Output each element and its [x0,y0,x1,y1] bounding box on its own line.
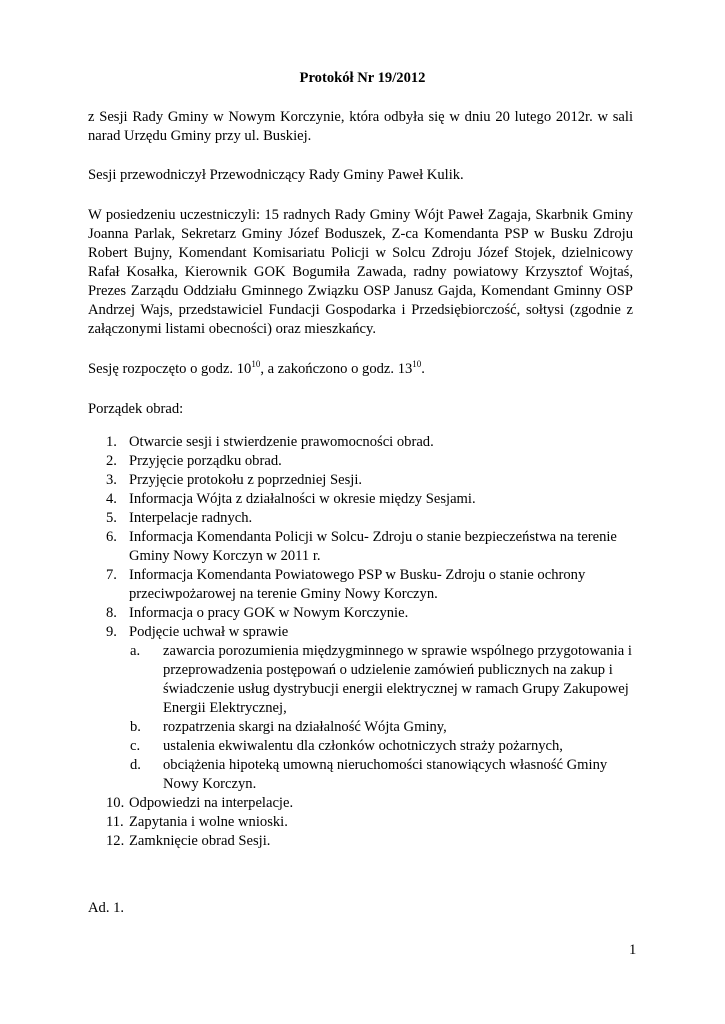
agenda-item-number: 6. [106,529,117,545]
attendance-paragraph: W posiedzeniu uczestniczyli: 15 radnych Rady Gminy Wójt Paweł Zagaja, Skarbnik Gminy Joanna Parlak, Sekretarz Gminy Józef Boduszek, Z-ca Komendanta PSP w Busku Zdroju Robert Bujny, Komendant Komisariatu Policji w Solcu Zdroju Józef Stojek, dzielnicowy Rafał Kosałka, Kierownik GOK Bogumiła Zawada, radny powiatowy Krzysztof Wojtaś, Prezes Zarządu Oddziału Gminnego Związku OSP Janusz Gajda, Komendant Gminny OSP Andrzej Wajs, przedstawiciel Fundacji Gospodarka i Przedsiębiorczość, sołtysi (zgodnie z załączonymi listami obecności) oraz mieszkańcy. [88,207,633,337]
agenda-list [88,433,633,851]
agenda-item [88,471,633,490]
resolution-item-letter: c. [130,738,141,754]
agenda-item [88,623,633,794]
resolution-item [129,718,633,737]
resolution-item-letter: d. [130,757,141,773]
agenda-item-text: Zapytania i wolne wnioski. [129,814,288,830]
ad-1-heading: Ad. 1. [88,900,125,916]
agenda-item-text: Informacja Komendanta Powiatowego PSP w Busku- Zdroju o stanie ochrony przeciwpożarowej na terenie Gminy Nowy Korczyn. [129,567,586,602]
agenda-item-text: Informacja Wójta z działalności w okresie między Sesjami. [129,491,476,507]
agenda-item-number: 2. [106,453,117,469]
agenda-item-text: Informacja o pracy GOK w Nowym Korczynie. [129,605,409,621]
agenda-item-text: Otwarcie sesji i stwierdzenie prawomocności obrad. [129,434,434,450]
resolution-item [129,737,633,756]
intro-paragraph: z Sesji Rady Gminy w Nowym Korczynie, która odbyła się w dniu 20 lutego 2012r. w sali narad Urzędu Gminy przy ul. Buskiej. [88,109,633,144]
session-time-paragraph [88,360,633,379]
page-number: 1 [629,942,637,958]
agenda-item-number: 3. [106,472,117,488]
agenda-item-number: 11. [106,814,124,830]
chair-paragraph: Sesji przewodniczył Przewodniczący Rady Gminy Paweł Kulik. [88,167,464,183]
agenda-item-text: Interpelacje radnych. [129,510,253,526]
agenda-item-number: 5. [106,510,117,526]
document-title: Protokół Nr 19/2012 [299,70,426,86]
agenda-item [88,490,633,509]
session-start-minutes: 10 [251,359,261,369]
agenda-item-number: 7. [106,567,117,583]
agenda-item-number: 8. [106,605,117,621]
agenda-item-text: Przyjęcie protokołu z poprzedniej Sesji. [129,472,363,488]
agenda-item [88,433,633,452]
session-end-minutes: 10 [412,359,422,369]
resolution-item-text: obciążenia hipoteką umowną nieruchomości stanowiących własność Gminy Nowy Korczyn. [163,757,608,792]
agenda-item-number: 12. [106,833,125,849]
agenda-item [88,509,633,528]
agenda-item-text: Odpowiedzi na interpelacje. [129,795,294,811]
agenda-heading: Porządek obrad: [88,401,184,417]
agenda-item-text: Przyjęcie porządku obrad. [129,453,282,469]
agenda-item-text: Informacja Komendanta Policji w Solcu- Zdroju o stanie bezpieczeństwa na terenie Gminy Nowy Korczyn w 2011 r. [129,529,617,564]
resolution-item [129,756,633,794]
agenda-item [88,813,633,832]
agenda-item-number: 9. [106,624,117,640]
agenda-item [88,566,633,604]
agenda-item [88,832,633,851]
agenda-item [88,604,633,623]
resolution-item [129,642,633,718]
resolution-item-text: ustalenia ekwiwalentu dla członków ochotniczych straży pożarnych, [163,738,563,754]
agenda-item-number: 1. [106,434,117,450]
agenda-item [88,794,633,813]
agenda-item [88,452,633,471]
resolution-item-text: rozpatrzenia skargi na działalność Wójta Gminy, [163,719,447,735]
session-time-suffix: . [421,361,425,377]
resolution-item-letter: b. [130,719,141,735]
resolution-item-text: zawarcia porozumienia międzygminnego w sprawie wspólnego przygotowania i przeprowadzenia postępowań o udzielenie zamówień publicznych na zakup i świadczenie usług dystrybucji energii elektrycznej w ramach Grupy Zakupowej Energii Elektrycznej, [163,643,632,716]
resolutions-sublist [129,642,633,794]
session-time-middle: , a zakończono o godz. 13 [260,361,413,377]
agenda-item-text: Podjęcie uchwał w sprawie [129,624,289,640]
agenda-item [88,528,633,566]
resolution-item-letter: a. [130,643,141,659]
session-time-prefix: Sesję rozpoczęto o godz. 10 [88,361,252,377]
agenda-item-number: 4. [106,491,117,507]
agenda-item-text: Zamknięcie obrad Sesji. [129,833,271,849]
agenda-item-number: 10. [106,795,125,811]
